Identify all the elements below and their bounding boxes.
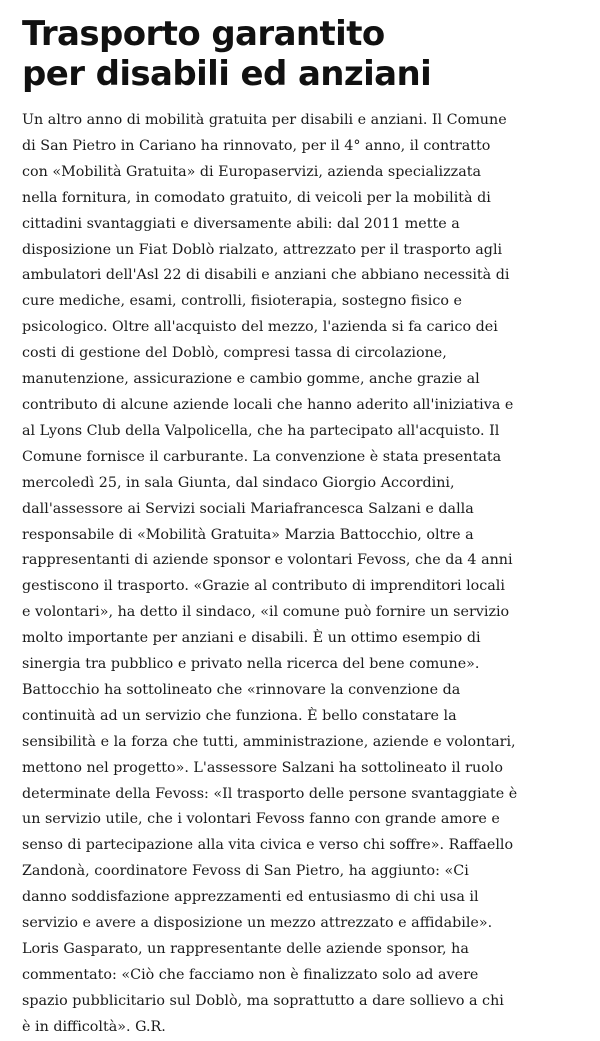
body-text-line: servizio e avere a disposizione un mezzo attrezzato e affidabile». bbox=[22, 915, 493, 932]
body-text-line: è in difficoltà». G.R. bbox=[22, 1018, 166, 1035]
body-text-line: disposizione un Fiat Doblò rialzato, attrezzato per il trasporto agli bbox=[22, 241, 503, 258]
body-text-line: molto importante per anziani e disabili. È un ottimo esempio di bbox=[22, 630, 481, 647]
body-text-line: manutenzione, assicurazione e cambio gomme, anche grazie al bbox=[22, 371, 480, 388]
body-text-line: dall'assessore ai Servizi sociali Mariafrancesca Salzani e dalla bbox=[22, 500, 474, 517]
headline-line: Trasporto garantito bbox=[22, 14, 385, 54]
body-text-line: contributo di alcune aziende locali che hanno aderito all'iniziativa e bbox=[22, 396, 514, 413]
body-text-line: danno soddisfazione apprezzamenti ed entusiasmo di chi usa il bbox=[22, 889, 479, 906]
body-text-line: Loris Gasparato, un rappresentante delle aziende sponsor, ha bbox=[22, 941, 469, 957]
body-text-line: determinate della Fevoss: «Il trasporto delle persone svantaggiate è bbox=[22, 785, 518, 802]
body-text-line: con «Mobilità Gratuita» di Europaservizi, azienda specializzata bbox=[22, 163, 481, 180]
body-text-line: e volontari», ha detto il sindaco, «il comune può fornire un servizio bbox=[22, 604, 510, 621]
body-text-line: rappresentanti di aziende sponsor e volontari Fevoss, che da 4 anni bbox=[22, 552, 513, 569]
body-text-line: commentato: «Ciò che facciamo non è finalizzato solo ad avere bbox=[22, 966, 479, 983]
body-text-line: costi di gestione del Doblò, compresi tassa di circolazione, bbox=[22, 345, 447, 362]
body-text-line: spazio pubblicitario sul Doblò, ma soprattutto a dare sollievo a chi bbox=[22, 992, 504, 1009]
body-text-line: un servizio utile, che i volontari Fevoss fanno con grande amore e bbox=[22, 811, 500, 828]
body-text-line: nella fornitura, in comodato gratuito, di veicoli per la mobilità di bbox=[22, 189, 491, 206]
body-text-line: Battocchio ha sottolineato che «rinnovare la convenzione da bbox=[22, 681, 461, 698]
body-text-line: continuità ad un servizio che funziona. È bello constatare la bbox=[22, 707, 457, 724]
body-text-line: sensibilità e la forza che tutti, amministrazione, aziende e volontari, bbox=[22, 733, 516, 750]
body-text-line: psicologico. Oltre all'acquisto del mezzo, l'azienda si fa carico dei bbox=[22, 319, 498, 336]
body-text-line: Comune fornisce il carburante. La convenzione è stata presentata bbox=[22, 448, 502, 465]
body-text-line: ambulatori dell'Asl 22 di disabili e anziani che abbiano necessità di bbox=[22, 267, 510, 284]
article-body bbox=[22, 108, 586, 1041]
body-text-line: cure mediche, esami, controlli, fisioterapia, sostegno fisico e bbox=[22, 293, 462, 310]
body-text-line: al Lyons Club della Valpolicella, che ha partecipato all'acquisto. Il bbox=[22, 422, 500, 439]
body-text-line: cittadini svantaggiati e diversamente abili: dal 2011 mette a bbox=[22, 215, 460, 232]
body-text-line: sinergia tra pubblico e privato nella ricerca del bene comune». bbox=[22, 656, 480, 673]
body-text-line: mercoledì 25, in sala Giunta, dal sindaco Giorgio Accordini, bbox=[22, 474, 455, 491]
body-text-line: Zandonà, coordinatore Fevoss di San Pietro, ha aggiunto: «Ci bbox=[22, 863, 469, 880]
body-text-line: responsabile di «Mobilità Gratuita» Marzia Battocchio, oltre a bbox=[22, 526, 474, 543]
body-text-line: mettono nel progetto». L'assessore Salzani ha sottolineato il ruolo bbox=[22, 759, 503, 776]
headline-line: per disabili ed anziani bbox=[22, 54, 432, 94]
body-text-line: gestiscono il trasporto. «Grazie al contributo di imprenditori locali bbox=[22, 578, 505, 595]
article-headline bbox=[22, 14, 586, 94]
body-text-line: senso di partecipazione alla vita civica e verso chi soffre». Raffaello bbox=[22, 837, 514, 854]
body-text-line: Un altro anno di mobilità gratuita per disabili e anziani. Il Comune bbox=[22, 112, 507, 128]
body-text-line: di San Pietro in Cariano ha rinnovato, per il 4° anno, il contratto bbox=[22, 137, 491, 154]
